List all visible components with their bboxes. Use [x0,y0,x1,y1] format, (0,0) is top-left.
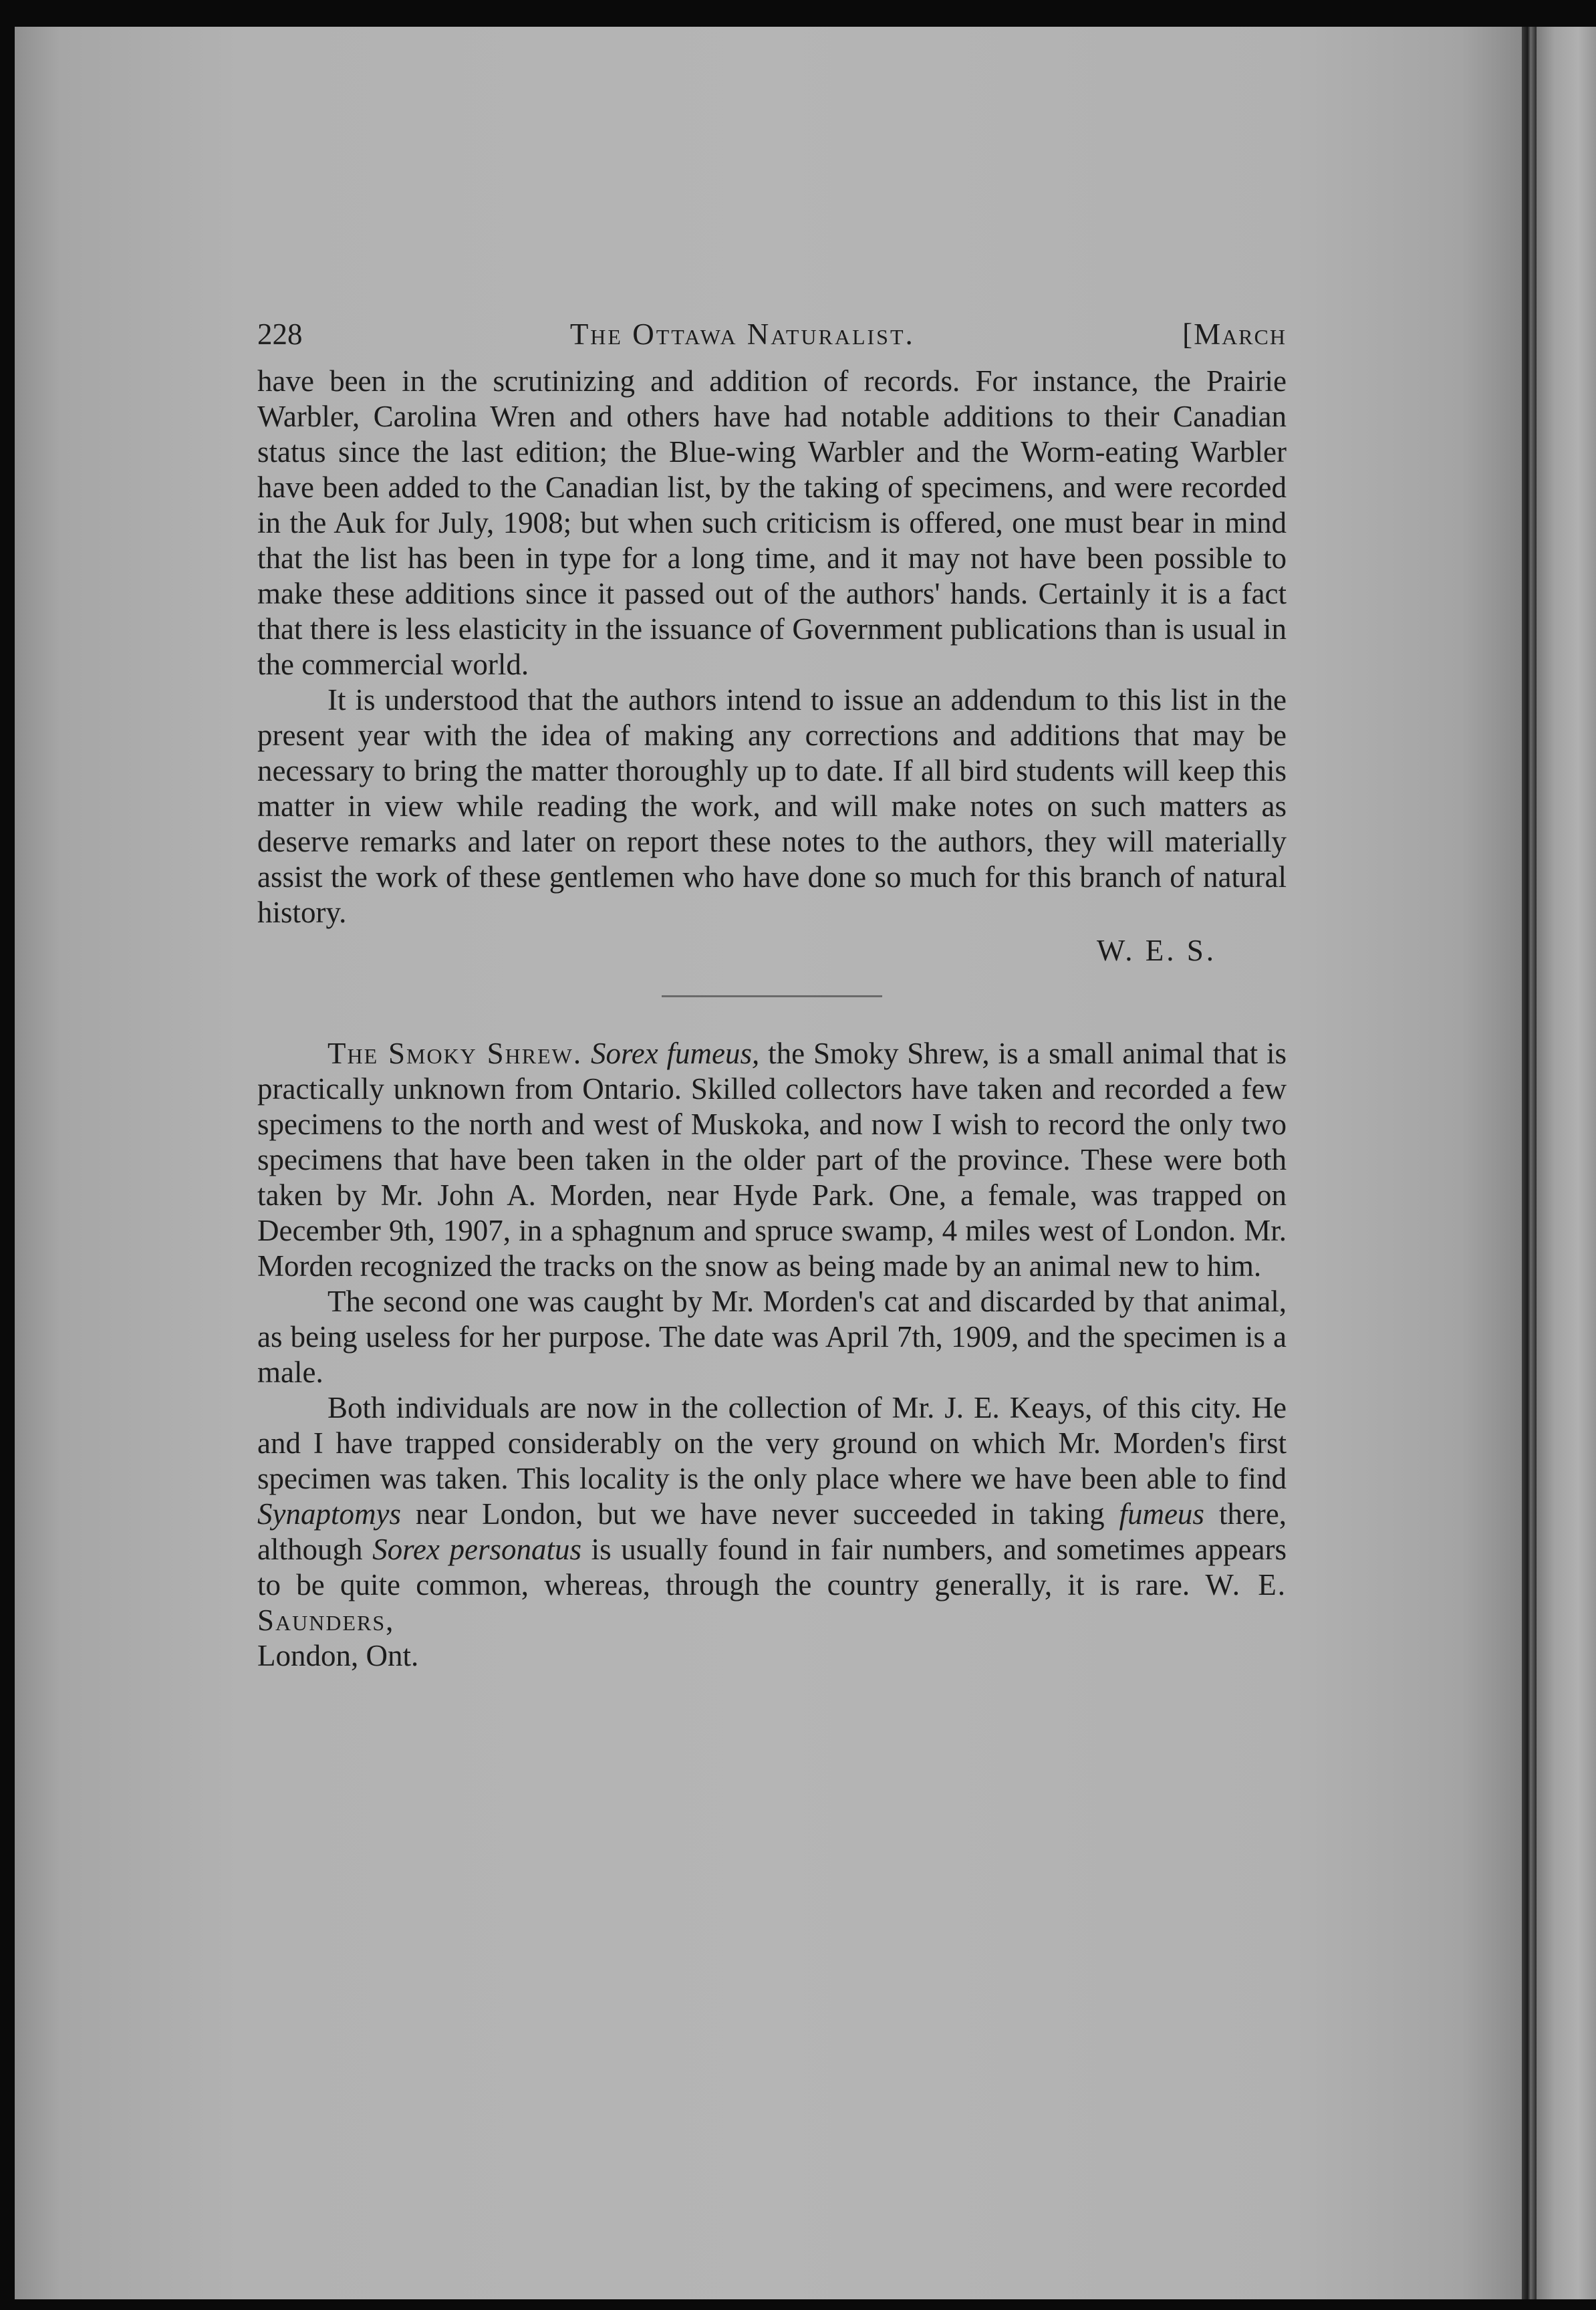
note-paragraph-1 [257,1036,1287,1284]
page-text [257,314,1287,1674]
note-paragraph-3 [257,1390,1287,1638]
page-number: 228 [257,317,303,351]
page-edge [1522,27,1537,2299]
note-paragraph-3-text-4: is usually found in fair numbers, and sometimes appears to be quite common, whereas, through the country generally, it is rare. [257,1533,1287,1601]
review-initials: W. E. S. [1096,934,1216,967]
species-name: Sorex fumeus, [590,1037,760,1070]
note-heading: The Smoky Shrew. [327,1037,583,1070]
binding-edge [1537,27,1596,2299]
running-header [257,314,1287,354]
journal-title: The Ottawa Naturalist. [569,317,915,351]
note-paragraph-2: The second one was caught by Mr. Morden's cat and discarded by that animal, as being useless for her purpose. The date was April 7th, 1909, and the specimen is a male. [257,1285,1287,1389]
review-paragraph-2: It is understood that the authors intend to issue an addendum to this list in the present year with the idea of making any corrections and additions that may be necessary to bring the matter thoroughly up to date. If all bird students will keep this matter in view while reading the work, and will make notes on such matters as deserve remarks and later on report these notes to the authors, they will materially assist the work of these gentlemen who have done so much for this branch of natural history. [257,683,1287,929]
note-author: W. E. Saunders, [257,1568,1287,1637]
note-paragraph-3-text-1: Both individuals are now in the collection of Mr. J. E. Keays, of this city. He and I have trapped considerably on the very ground on which Mr. Morden's first specimen was taken. This locality is the only place where we have been able to find [257,1391,1287,1495]
note-paragraph-3-text-2: near London, but we have never succeeded in taking [415,1497,1105,1531]
note-location: London, Ont. [257,1639,419,1672]
review-paragraph-1: have been in the scrutinizing and addition of records. For instance, the Prairie Warbler, Carolina Wren and others have had notable additions to their Canadian status since the last edition; the Blue-wing Warbler and the Worm-eating Warbler have been added to the Canadian list, by the taking of specimens, and were recorded in the Auk for July, 1908; but when such criticism is offered, one must bear in mind that the list has been in type for a long time, and it may not have been possible to make these additions since it passed out of the authors' hands. Certainly it is a fact that there is less elasticity in the issuance of Government publications than is usual in the commercial world. [257,364,1287,681]
issue-month: [March [1182,317,1287,351]
species-fumeus: fumeus [1119,1497,1204,1531]
note-paragraph-3-text-3: there, although [257,1497,1287,1566]
species-personatus: Sorex personatus [372,1533,581,1566]
genus-synaptomys: Synaptomys [257,1497,401,1531]
section-divider [662,995,882,997]
note-paragraph-1-text: the Smoky Shrew, is a small animal that is practically unknown from Ontario. Skilled collectors have taken and recorded a few specimens to the north and west of Muskoka, and now I wish to record the only two specimens that have been taken in the older part of the province. These were both taken by Mr. John A. Morden, near Hyde Park. One, a female, was trapped on December 9th, 1907, in a sphagnum and spruce swamp, 4 miles west of London. Mr. Morden recognized the tracks on the snow as being made by an animal new to him. [257,1037,1287,1283]
